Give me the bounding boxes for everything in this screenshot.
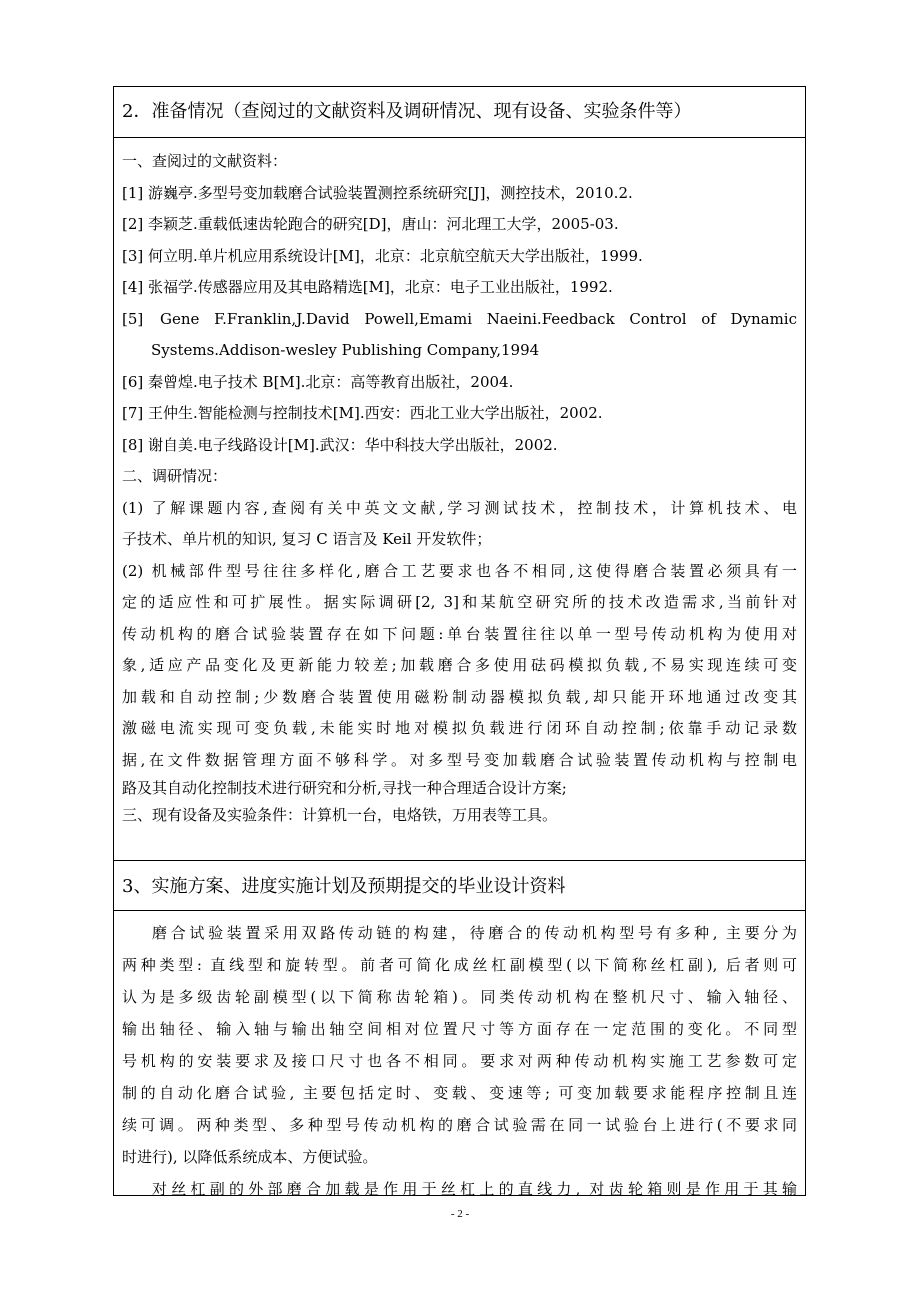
reference-text: Gene F.Franklin,J.David Powell,Emami Naeini.Feedback Control of Dynamic <box>160 309 797 328</box>
document-table <box>113 86 806 1196</box>
paragraph-line: 号机构的安装要求及接口尺寸也各不相同。要求对两种传动机构实施工艺参数可定 <box>122 1052 797 1070</box>
paragraph-line: (2) 机械部件型号往往多样化,磨合工艺要求也各不相同,这使得磨合装置必须具有一 <box>122 561 797 580</box>
paragraph-line: 传动机构的磨合试验装置存在如下问题:单台装置往往以单一型号传动机构为使用对 <box>122 624 797 643</box>
paragraph-line: 两种类型: 直线型和旋转型。前者可简化成丝杠副模型(以下简称丝杠副), 后者则可 <box>122 956 797 974</box>
paragraph-line: 定的适应性和可扩展性。据实际调研[2, 3]和某航空研究所的技术改造需求,当前针对 <box>122 593 797 611</box>
paragraph-line: 象,适应产品变化及更新能力较差;加载磨合多使用砝码模拟负载,不易实现连续可变 <box>122 656 797 674</box>
paragraph-line: 加载和自动控制;少数磨合装置使用磁粉制动器模拟负载,却只能开环地通过改变其 <box>122 687 797 706</box>
equipment-line: 三、现有设备及实验条件：计算机一台，电烙铁，万用表等工具。 <box>122 806 558 824</box>
reference-item <box>122 304 797 336</box>
paragraph-line: 子技术、单片机的知识, 复习 C 语言及 Keil 开发软件； <box>122 530 492 548</box>
paragraph-line: 认为是多级齿轮副模型(以下简称齿轮箱)。同类传动机构在整机尺寸、输入轴径、 <box>122 988 797 1006</box>
section-2-body <box>122 146 797 829</box>
paragraph-line: 路及其自动化控制技术进行研究和分析,寻找一种合理适合设计方案; <box>122 779 567 797</box>
section-2-heading: 2．准备情况（查阅过的文献资料及调研情况、现有设备、实验条件等） <box>114 87 805 138</box>
reference-continuation: Systems.Addison-wesley Publishing Company,1994 <box>151 341 540 359</box>
reference-number: [5] <box>122 309 144 328</box>
research-title: 二、调研情况： <box>122 467 228 485</box>
paragraph-line: 制的自动化磨合试验, 主要包括定时、变载、变速等; 可变加载要求能程序控制且连 <box>122 1084 797 1102</box>
paragraph-line: 对丝杠副的外部磨合加载是作用于丝杠上的直线力, 对齿轮箱则是作用于其输 <box>152 1180 797 1198</box>
research-item-2 <box>122 556 797 802</box>
paragraph-line: 激磁电流实现可变负载,未能实时地对模拟负载进行闭环自动控制;依靠手动记录数 <box>122 719 797 737</box>
reference-item: [2] 李颖芝.重载低速齿轮跑合的研究[D]，唐山：河北理工大学，2005-03. <box>122 215 619 233</box>
reference-item: [1] 游巍亭.多型号变加载磨合试验装置测控系统研究[J]，测控技术，2010.2. <box>122 183 633 202</box>
paragraph-line: 据,在文件数据管理方面不够科学。对多型号变加载磨合试验装置传动机构与控制电 <box>122 750 797 769</box>
page-number: - 2 - <box>450 1208 470 1220</box>
paragraph-line: (1) 了解课题内容,查阅有关中英文文献,学习测试技术，控制技术，计算机技术、电 <box>122 498 797 517</box>
section-3-heading: 3、实施方案、进度实施计划及预期提交的毕业设计资料 <box>114 860 805 911</box>
reference-item: [7] 王仲生.智能检测与控制技术[M].西安：西北工业大学出版社，2002. <box>122 404 603 422</box>
reference-item: [3] 何立明.单片机应用系统设计[M]，北京：北京航空航天大学出版社，1999. <box>122 246 643 265</box>
reference-item: [6] 秦曾煌.电子技术 B[M].北京：高等教育出版社，2004. <box>122 372 514 391</box>
paragraph-line: 磨合试验装置采用双路传动链的构建，待磨合的传动机构型号有多种, 主要分为 <box>152 924 797 942</box>
literature-title: 一、查阅过的文献资料： <box>122 152 288 170</box>
reference-item: [4] 张福学.传感器应用及其电路精选[M]，北京：电子工业出版社，1992. <box>122 278 613 296</box>
research-item-1 <box>122 493 797 556</box>
paragraph-line: 输出轴径、输入轴与输出轴空间相对位置尺寸等方面存在一定范围的变化。不同型 <box>122 1020 797 1038</box>
section-3-body <box>122 917 797 1205</box>
paragraph-line: 时进行), 以降低系统成本、方便试验。 <box>122 1148 378 1166</box>
reference-item: [8] 谢自美.电子线路设计[M].武汉：华中科技大学出版社，2002. <box>122 435 558 454</box>
paragraph-line: 续可调。两种类型、多种型号传动机构的磨合试验需在同一试验台上进行(不要求同 <box>122 1116 797 1134</box>
